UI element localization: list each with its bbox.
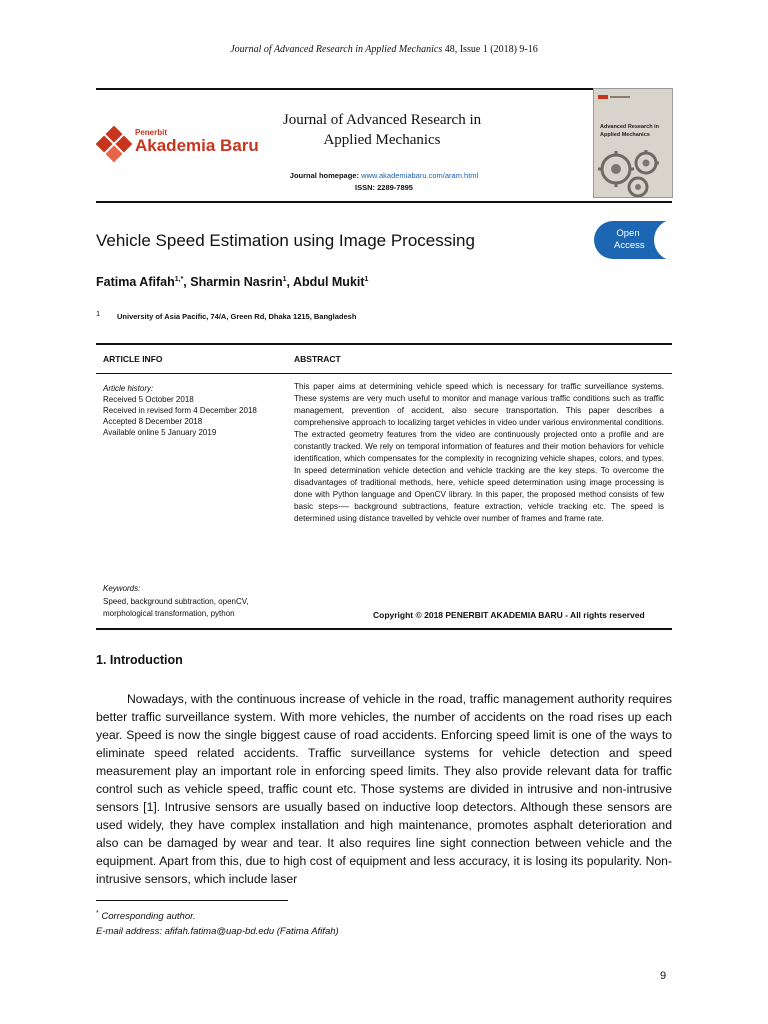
keywords-block xyxy=(103,583,249,621)
affiliation-number: 1 xyxy=(96,309,101,318)
paper-title: Vehicle Speed Estimation using Image Processing xyxy=(96,231,475,250)
abstract-heading: ABSTRACT xyxy=(294,354,341,364)
article-info-heading: ARTICLE INFO xyxy=(103,354,163,364)
affiliation-text: University of Asia Pacific, 74/A, Green Rd, Dhaka 1215, Bangladesh xyxy=(117,312,357,321)
open-access-badge xyxy=(594,221,672,259)
journal-title-line2: Applied Mechanics xyxy=(323,132,441,148)
publisher-logo-text xyxy=(135,128,259,155)
corresponding-author-note: Corresponding author. xyxy=(101,911,196,923)
section-heading-introduction: 1. Introduction xyxy=(96,653,183,667)
cover-title-line2: Applied Mechanics xyxy=(600,132,650,138)
keywords-line2: morphological transformation, python xyxy=(103,609,235,618)
info-table-header-rule xyxy=(96,373,672,374)
open-access-line1: Open xyxy=(616,228,640,239)
publisher-small-label: Penerbit xyxy=(135,128,168,137)
author-affiliation-mark: 1,* xyxy=(174,275,184,283)
journal-cover-image xyxy=(593,88,673,198)
running-head-journal: Journal of Advanced Research in Applied Mechanics xyxy=(230,44,443,55)
masthead-bottom-rule xyxy=(96,201,672,203)
issn: ISSN: 2289-7895 xyxy=(355,183,413,192)
footnote xyxy=(96,906,339,939)
open-access-badge-cutout xyxy=(654,219,676,261)
received-date: Received 5 October 2018 xyxy=(103,395,194,404)
author-affiliation-mark: 1 xyxy=(364,275,369,283)
journal-homepage xyxy=(250,170,518,194)
publisher-name: Akademia Baru xyxy=(135,136,259,155)
author-name: Fatima Afifah xyxy=(96,275,175,289)
running-head xyxy=(0,44,768,55)
cover-title-line1: Advanced Research in xyxy=(600,124,659,130)
journal-title-line1: Journal of Advanced Research in xyxy=(282,112,482,128)
abstract-text: This paper aims at determining vehicle speed which is necessary for traffic surveillance systems. These systems are very much useful to monitor and manage various traffic conditions such as traffic management, prevention of accident, also secure transportation. This paper describes a comprehensive approach to localizing target vehicles in video under various environmental conditions. The extracted geometry features from the video are continuously projected onto a profile and are constantly tracked. We rely on temporal information of features and their motion behaviors for vehicle identification, which compensates for the complexity in recognizing vehicle shapes, colors, and types. In speed determination vehicle detection and vehicle tracking are the key steps. To overcome the disadvantages of traditional methods, here, vehicle speed determination using image processing is done with Python language and OpenCV library. In this paper, the proposed method consists of few basic steps-— background subtractions, feature extraction, vehicle tracking etc. The speed is determined using distance travelled by vehicle over number of frames and frame rate. xyxy=(294,382,664,523)
homepage-link[interactable]: www.akademiabaru.com/aram.html xyxy=(361,171,479,180)
keywords-label: Keywords: xyxy=(103,584,141,593)
page-number: 9 xyxy=(660,970,667,982)
author-name: Sharmin Nasrin xyxy=(190,275,283,289)
article-history-label: Article history: xyxy=(103,384,154,393)
online-date: Available online 5 January 2019 xyxy=(103,428,217,437)
running-head-issue: 48, Issue 1 (2018) 9-16 xyxy=(444,44,538,55)
accepted-date: Accepted 8 December 2018 xyxy=(103,417,203,426)
homepage-label: Journal homepage: xyxy=(289,171,359,180)
journal-title xyxy=(262,110,502,150)
corresponding-email: E-mail address: afifah.fatima@uap-bd.edu (Fatima Afifah) xyxy=(96,926,339,938)
info-table-top-rule xyxy=(96,343,672,345)
cover-title xyxy=(600,123,668,139)
keywords-line1: Speed, background subtraction, openCV, xyxy=(103,596,249,606)
info-table-bottom-rule xyxy=(96,628,672,630)
open-access-line2: Access xyxy=(614,240,645,251)
author-affiliation-mark: 1 xyxy=(282,275,287,283)
article-history xyxy=(103,383,257,438)
author-name: Abdul Mukit xyxy=(293,275,365,289)
revised-date: Received in revised form 4 December 2018 xyxy=(103,406,257,415)
introduction-paragraph: Nowadays, with the continuous increase of vehicle in the road, traffic management authority requires better traffic surveillance system. With more vehicles, the number of accidents on the road rises up each year. Speed is now the single biggest cause of road accidents. Enforcing speed limit is one of the ways to eliminate speed related accidents. Traffic surveillance systems for vehicle detection and speed measurement play an important role in enforcing speed limits. They also provide relevant data for traffic control such as vehicle speed, traffic count etc. Those systems are divided in intrusive and non-intrusive sensors [1]. Intrusive sensors are usually based on inductive loop detectors. Although these sensors are used widely, they have complex installation and high maintenance, promotes asphalt deterioration and also can be damaged by wear and tear. It also requires line sight connection between vehicle and the equipment. Apart from this, due to high cost of equipment and less accuracy, it is losing its popularity. Non-intrusive sensors, which include laser xyxy=(96,692,672,886)
open-access-label xyxy=(614,228,645,252)
footnote-rule xyxy=(96,900,288,901)
footnote-mark: * xyxy=(96,910,99,917)
publisher-logo-icon xyxy=(95,125,133,168)
author-list: Fatima Afifah$^{1,*}$, Sharmin Nasrin$^1$, Abdul Mukit$^1$ xyxy=(96,275,369,289)
copyright-notice: Copyright © 2018 PENERBIT AKADEMIA BARU - All rights reserved xyxy=(373,610,645,620)
masthead-top-rule xyxy=(96,88,672,90)
